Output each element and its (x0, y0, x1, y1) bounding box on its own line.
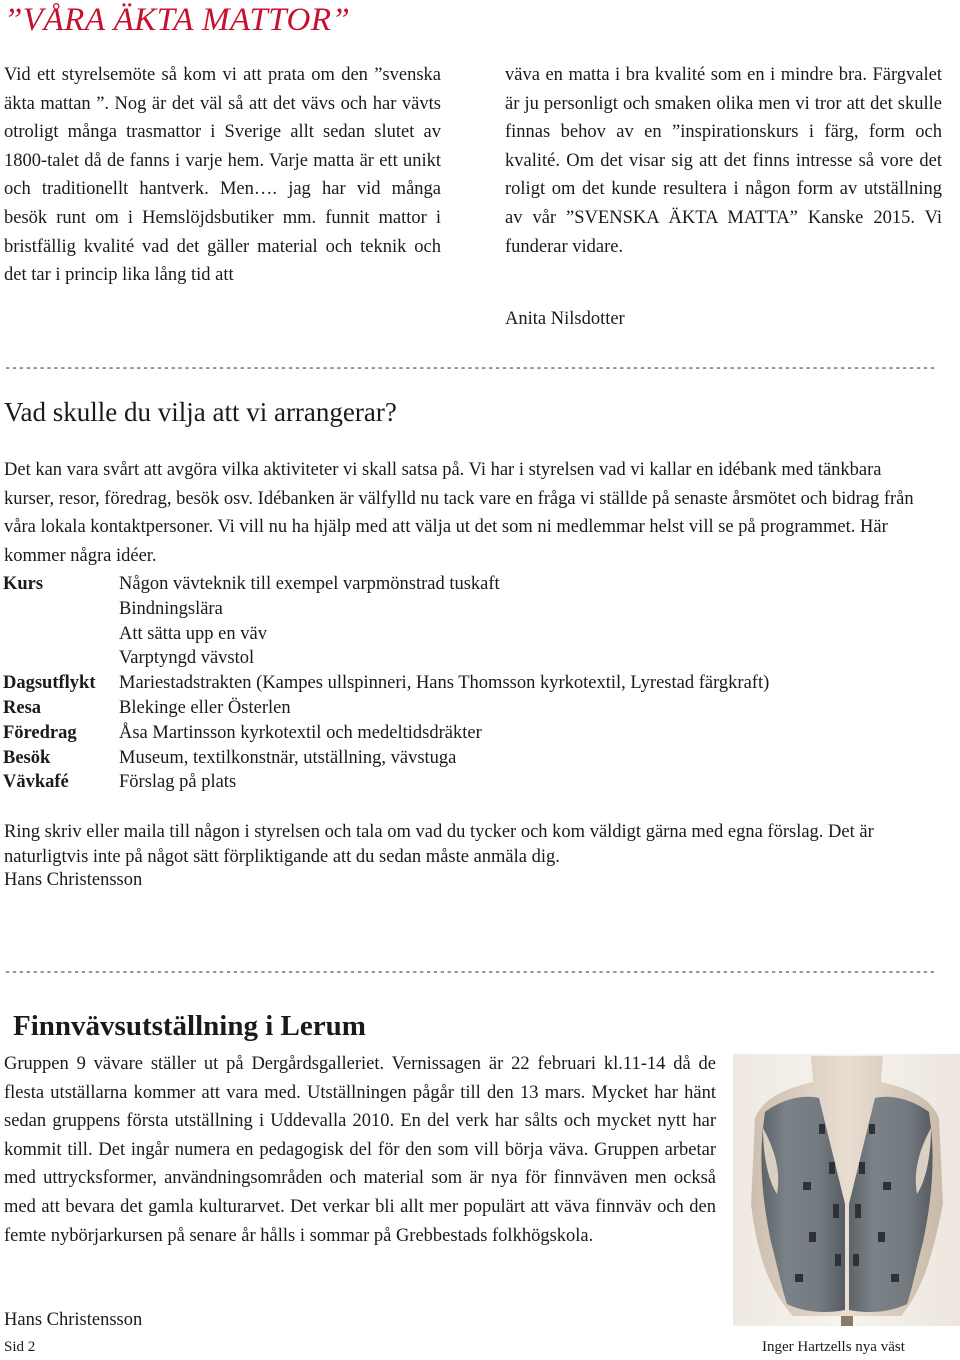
section-divider: --------------------------------------------------------------------------------------------------------------------------------------- (4, 361, 936, 375)
idea-row (3, 597, 809, 622)
article-exhibition-body: Gruppen 9 vävare ställer ut på Dergårdsgalleriet. Vernissagen är 22 februari kl.11-14 då de flesta utställarna kommer att vara med. Utställningen pågår till den 13 mars. Mycket har hänt sedan gruppens första utställning i Uddevalla 2010. En del verk har sålts och mycket nytt har kommit till. Det ingår numera en pedagogisk del för den som vill börja väva. Gruppen arbetar med uttrycksformer, användningsområden och material som är nya för finnväven men också med att bevara det gamla kulturarvet. Det verkar bli allt mer populärt att väva finnväv och den femte nybörjarkursen på senare år hålls i sommar på Grebbestads folkhögskola. (4, 1054, 716, 1246)
page-number: Sid 2 (4, 1339, 36, 1355)
idea-row (3, 746, 809, 771)
idea-row (3, 671, 809, 696)
article-activities-intro: Det kan vara svårt att avgöra vilka aktiviteter vi skall satsa på. Vi har i styrelsen vad vi kallar en idébank med tänkbara kurser, resor, föredrag, besök osv. Idébanken är välfylld nu tack vare en fråga vi ställde på senaste årsmötet och bidrag från våra lokala kontaktpersoner. Vi vill nu ha hjälp med att välja ut det som ni medlemmar helst vill se på programmet. Här kommer några idéer. (4, 460, 914, 566)
article-rugs-signature: Anita Nilsdotter (505, 309, 625, 329)
article-rugs-right-column: väva en matta i bra kvalité som en i mindre bra. Färgvalet är ju personligt och smaken olika men vi tror att det skulle finnas behov av en ”inspirationskurs i färg, form och kvalité. Om det visar sig att det finns intresse så vore det roligt om det kunde resultera i någon form av utställning av vår ”SVENSKA ÄKTA MATTA” Kanske 2015. Vi funderar vidare. (505, 65, 942, 257)
idea-row (3, 622, 809, 647)
idea-row (3, 696, 809, 721)
idea-label: Resa (3, 697, 42, 718)
vest-photo (733, 1054, 960, 1326)
idea-label (3, 622, 119, 647)
idea-row (3, 770, 809, 795)
ideas-list (3, 572, 809, 795)
idea-label: Vävkafé (3, 772, 69, 793)
photo-caption: Inger Hartzells nya väst (762, 1339, 905, 1355)
section-divider: --------------------------------------------------------------------------------------------------------------------------------------- (4, 965, 936, 979)
idea-label (3, 597, 119, 622)
idea-value: Mariestadstrakten (Kampes ullspinneri, Hans Thomsson kyrkotextil, Lyrestad färgkraft) (119, 673, 770, 694)
idea-row (3, 572, 809, 597)
article-activities-signature: Hans Christensson (4, 870, 143, 890)
article-exhibition-signature: Hans Christensson (4, 1310, 143, 1330)
article-exhibition-heading: Finnvävsutställning i Lerum (13, 1010, 366, 1042)
idea-label: Besök (3, 747, 51, 768)
article-rugs-left-column: Vid ett styrelsemöte så kom vi att prata om den ”svenska äkta mattan ”. Nog är det väl så att det vävs och har vävts otroligt många trasmattor i Sverige allt sedan slutet av 1800-talet då de fanns i varje hem. Varje matta är ett unikt och traditionellt hantverk. Men…. jag har vid många besök runt om i Hemslöjdsbutiker mm. funnit mattor i bristfällig kvalité vad det gäller material och teknik och det tar i princip lika lång tid att (4, 65, 441, 286)
idea-value: Varptyngd vävstol (119, 648, 255, 669)
idea-value: Bindningslära (119, 598, 223, 619)
page-title: ”VÅRA ÄKTA MATTOR” (4, 2, 351, 38)
mannequin-stand (841, 1316, 853, 1326)
idea-row (3, 721, 809, 746)
idea-label: Dagsutflykt (3, 673, 96, 694)
idea-value: Museum, textilkonstnär, utställning, vävstuga (119, 747, 457, 768)
idea-label (3, 646, 119, 671)
idea-value: Förslag på plats (119, 772, 237, 793)
idea-label: Kurs (3, 574, 44, 594)
idea-value: Någon vävteknik till exempel varpmönstrad tuskaft (119, 574, 500, 594)
idea-value: Åsa Martinsson kyrkotextil och medeltidsdräkter (119, 722, 482, 743)
idea-row (3, 646, 809, 671)
idea-label: Föredrag (3, 722, 77, 743)
idea-value: Att sätta upp en väv (119, 623, 267, 644)
article-activities-outro: Ring skriv eller maila till någon i styrelsen och tala om vad du tycker och kom väldigt gärna med egna förslag. Det är naturligtvis inte på något sätt förpliktigande att du sedan måste anmäla dig. (4, 822, 874, 867)
article-activities-heading: Vad skulle du vilja att vi arrangerar? (4, 397, 397, 427)
idea-value: Blekinge eller Österlen (119, 697, 291, 718)
